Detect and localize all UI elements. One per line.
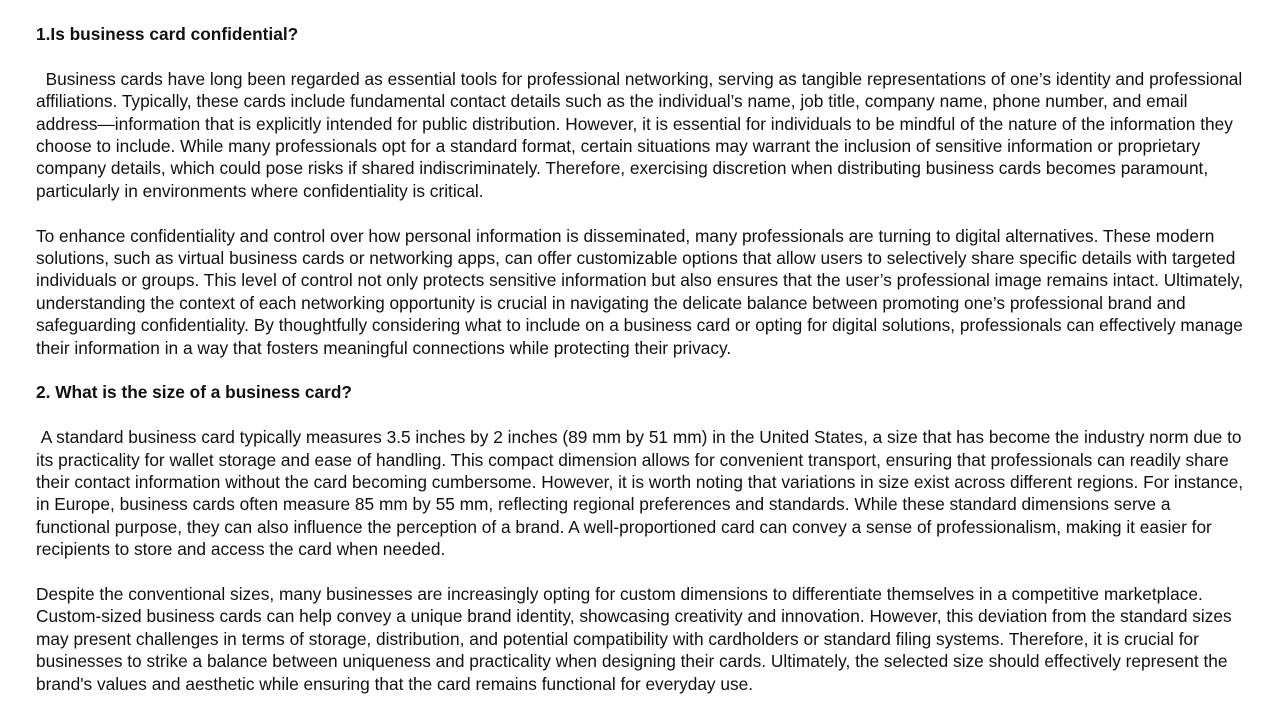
paragraph: Despite the conventional sizes, many businesses are increasingly opting for custom dimensions to differentiate themselves in a competitive marketplace. Custom-sized business cards can help convey a unique brand identity, showcasing creativity and innovation. However, this deviation from the standard sizes may present challenges in terms of storage, distribution, and potential compatibility with cardholders or standard filing systems. Therefore, it is crucial for businesses to strike a balance between uniqueness and practicality when designing their cards. Ultimately, the selected size should effectively represent the brand's values and aesthetic while ensuring that the card remains functional for everyday use. — [36, 584, 1232, 694]
paragraph: To enhance confidentiality and control over how personal information is disseminated, many professionals are turning to digital alternatives. These modern solutions, such as virtual business cards or networking apps, can offer customizable options that allow users to selectively share specific details with targeted individuals or groups. This level of control not only protects sensitive information but also ensures that the user’s professional image remains intact. Ultimately, understanding the context of each networking opportunity is crucial in navigating the delicate balance between promoting one’s professional brand and safeguarding confidentiality. By thoughtfully considering what to include on a business card or opting for digital solutions, professionals can effectively manage their information in a way that fosters meaningful connections while protecting their privacy. — [36, 225, 1244, 358]
spacer — [36, 359, 1244, 381]
spacer — [36, 45, 1244, 67]
section-confidentiality — [36, 23, 1244, 381]
paragraph: Business cards have long been regarded as essential tools for professional networking, serving as tangible representations of one’s identity and professional affiliations. Typically, these cards include fundamental contact details such as the individual’s name, job title, company name, phone number, and email address—information that is explicitly intended for public distribution. However, it is essential for individuals to be mindful of the nature of the information they choose to include. While many professionals opt for a standard format, certain situations may warrant the inclusion of sensitive information or proprietary company details, which could pose risks if shared indiscriminately. Therefore, exercising discretion when distributing business cards becomes paramount, particularly in environments where confidentiality is critical. — [36, 68, 1243, 201]
spacer — [36, 561, 1244, 583]
section-heading: 1.Is business card confidential? — [36, 24, 299, 44]
paragraph: A standard business card typically measures 3.5 inches by 2 inches (89 mm by 51 mm) in the United States, a size that has become the industry norm due to its practicality for wallet storage and ease of handling. This compact dimension allows for convenient transport, ensuring that professionals can readily share their contact information without the card becoming cumbersome. However, it is worth noting that variations in size exist across different regions. For instance, in Europe, business cards often measure 85 mm by 55 mm, reflecting regional preferences and standards. While these standard dimensions serve a functional purpose, they can also influence the perception of a brand. A well-proportioned card can convey a sense of professionalism, making it easier for recipients to store and access the card when needed. — [36, 427, 1244, 560]
spacer — [36, 404, 1244, 426]
spacer — [36, 202, 1244, 224]
section-card-size — [36, 381, 1244, 695]
section-heading: 2. What is the size of a business card? — [36, 382, 352, 403]
